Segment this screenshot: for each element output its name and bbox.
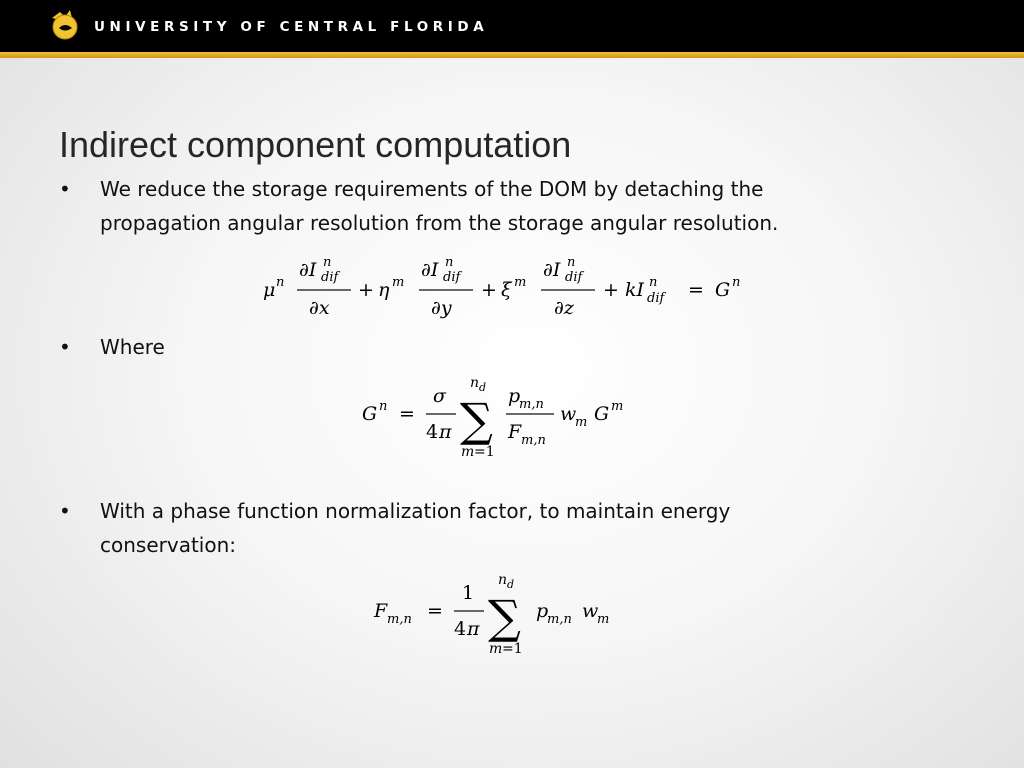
equation-source-term [358, 370, 648, 466]
bullet-line: conservation: [100, 533, 236, 557]
bullet-dot: • [59, 177, 71, 201]
svg-text:n: n [445, 255, 454, 270]
svg-text:m: m [489, 641, 503, 657]
svg-text:p: p [508, 385, 521, 407]
svg-text:n: n [567, 255, 576, 270]
svg-text:w: w [582, 600, 599, 622]
svg-text:F: F [508, 421, 522, 443]
svg-text:m,n: m,n [521, 433, 546, 448]
svg-text:n: n [498, 572, 508, 588]
svg-text:η: η [378, 279, 390, 301]
university-name: UNIVERSITY OF CENTRAL FLORIDA [94, 19, 489, 35]
svg-text:∂I: ∂I [421, 259, 439, 281]
svg-text:n: n [470, 375, 480, 391]
svg-text:dif: dif [565, 270, 583, 285]
svg-text:m: m [575, 415, 588, 430]
bullet-line: With a phase function normalization factor, to maintain energy [100, 499, 731, 523]
bullet-dot: • [59, 499, 71, 523]
svg-text:4: 4 [426, 421, 439, 443]
svg-text:=: = [399, 403, 415, 425]
svg-text:π: π [439, 421, 452, 443]
header-gold-line [0, 52, 1024, 58]
svg-text:dif: dif [443, 270, 461, 285]
svg-text:m: m [392, 275, 405, 290]
svg-text:n: n [323, 255, 332, 270]
equation-transport [255, 244, 765, 326]
svg-text:m,n: m,n [547, 612, 572, 627]
svg-text:∂y: ∂y [431, 297, 452, 319]
svg-text:dif: dif [321, 270, 339, 285]
svg-text:ξ: ξ [501, 279, 512, 301]
svg-text:∂I: ∂I [543, 259, 561, 281]
bullet-dot: • [59, 335, 71, 359]
svg-text:n: n [649, 275, 658, 290]
bullet-text [100, 172, 778, 240]
svg-text:+: + [358, 279, 374, 301]
svg-text:=: = [427, 600, 443, 622]
svg-text:∂I: ∂I [299, 259, 317, 281]
equation-normalization [370, 565, 640, 661]
svg-text:1: 1 [462, 582, 475, 604]
svg-text:p: p [536, 600, 549, 622]
svg-text:G: G [594, 403, 610, 425]
bullet-line: Where [100, 335, 165, 359]
svg-text:π: π [467, 618, 480, 640]
svg-text:F: F [374, 600, 388, 622]
svg-text:w: w [560, 403, 577, 425]
svg-text:=1: =1 [474, 444, 495, 460]
svg-text:d: d [507, 578, 515, 591]
pegasus-logo-icon [48, 8, 80, 42]
svg-text:G: G [715, 279, 731, 301]
svg-text:dif: dif [647, 291, 665, 306]
bullet-line: We reduce the storage requirements of the DOM by detaching the [100, 177, 764, 201]
svg-text:∑: ∑ [488, 590, 521, 644]
svg-text:4: 4 [454, 618, 467, 640]
svg-text:∂x: ∂x [309, 297, 330, 319]
svg-text:+: + [481, 279, 497, 301]
bullet-text [100, 330, 165, 364]
svg-text:n: n [379, 399, 388, 414]
svg-text:G: G [362, 403, 378, 425]
svg-text:m,n: m,n [387, 612, 412, 627]
svg-text:=1: =1 [502, 641, 523, 657]
svg-text:m: m [514, 275, 527, 290]
slide-title: Indirect component computation [59, 124, 572, 165]
svg-text:m: m [461, 444, 475, 460]
svg-text:n: n [276, 275, 285, 290]
svg-text:n: n [732, 275, 741, 290]
svg-text:m,n: m,n [519, 397, 544, 412]
svg-text:+: + [603, 279, 619, 301]
svg-text:m: m [597, 612, 610, 627]
svg-text:kI: kI [625, 279, 645, 301]
svg-text:μ: μ [263, 279, 276, 301]
bullet-line: propagation angular resolution from the storage angular resolution. [100, 211, 779, 235]
svg-text:d: d [479, 381, 487, 394]
svg-text:∂z: ∂z [554, 297, 574, 319]
svg-text:m: m [611, 399, 624, 414]
bullet-text [100, 494, 730, 562]
svg-text:=: = [688, 279, 704, 301]
svg-text:σ: σ [433, 385, 446, 407]
svg-text:∑: ∑ [460, 393, 493, 447]
